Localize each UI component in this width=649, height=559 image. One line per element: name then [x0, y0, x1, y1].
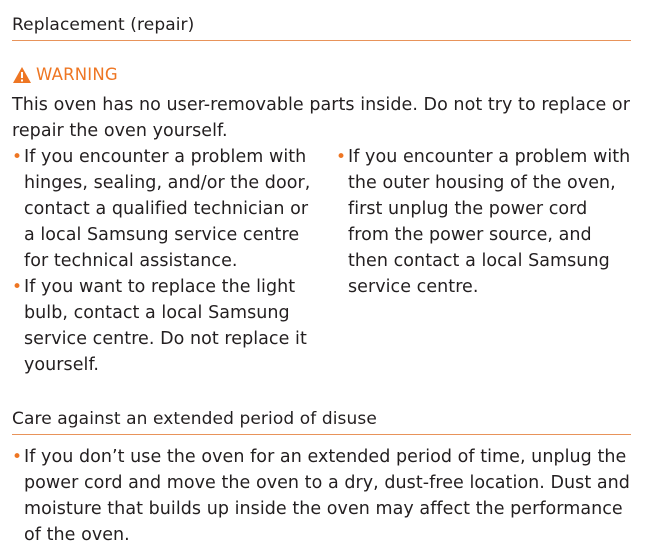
list-item-text: If you want to replace the light bulb, contact a local Samsung service centre. Do not replace it yourself.: [24, 277, 307, 375]
bullet-list-disuse: [12, 444, 632, 548]
bullet-dot: •: [12, 447, 23, 467]
list-item: [12, 274, 312, 378]
section-title-disuse: Care against an extended period of disuse: [12, 409, 377, 429]
list-item: [12, 444, 632, 548]
list-item-text: If you encounter a problem with the outer housing of the oven, first unplug the power cord from the power source, and then contact a local Samsung service centre.: [348, 147, 631, 297]
warning-triangle-icon: [12, 66, 32, 84]
warning-intro-text: This oven has no user-removable parts inside. Do not try to replace or repair the oven yourself.: [12, 95, 630, 141]
bullet-dot: •: [12, 147, 23, 167]
section-title-replacement: Replacement (repair): [12, 15, 195, 35]
bullet-list-left: [12, 144, 312, 378]
list-item: [12, 144, 312, 274]
bullet-list-right: [336, 144, 632, 300]
manual-page: [12, 0, 632, 559]
list-item-text: If you encounter a problem with hinges, sealing, and/or the door, contact a qualified technician or a local Samsung service centre for technical assistance.: [24, 147, 311, 271]
warning-label: WARNING: [36, 65, 118, 84]
list-item-text: If you don’t use the oven for an extended period of time, unplug the power cord and move the oven to a dry, dust-free location. Dust and moisture that builds up inside the oven may affect the performance of the oven.: [24, 447, 630, 545]
section-divider: [12, 40, 631, 41]
list-item: [336, 144, 632, 300]
section-divider: [12, 434, 631, 435]
bullet-dot: •: [12, 277, 23, 297]
warning-heading: [12, 64, 118, 86]
bullet-dot: •: [336, 147, 347, 167]
